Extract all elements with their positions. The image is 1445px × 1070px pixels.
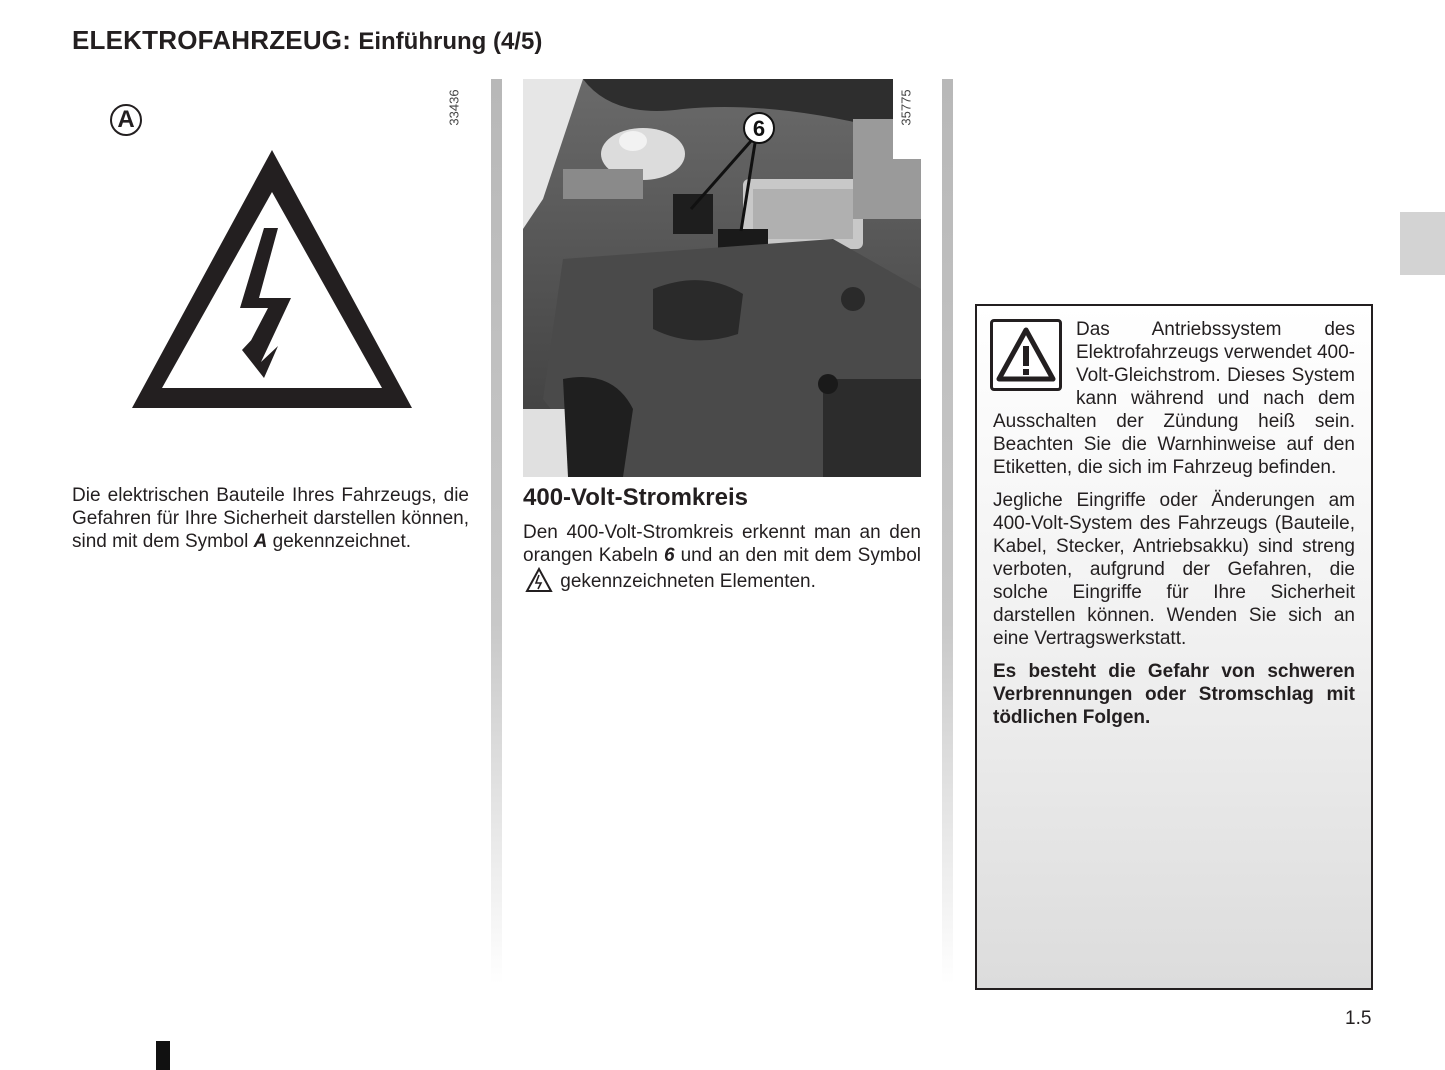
symbol-reference: A [253,531,268,552]
page-number: 1.5 [1345,1008,1372,1029]
figure-label-a: A [110,104,142,136]
warning-box [975,304,1373,990]
crop-mark [156,1041,170,1070]
callout-6: 6 [752,116,766,141]
column1-text-end: gekennzeichnet. [267,531,412,552]
engine-bay-photo [523,79,921,477]
warning-paragraph-1: Das Antriebssystem des Elektrofahrzeugs verwendet 400-Volt-Gleichstrom. Dieses System kann während und nach dem Ausschalten der Zündung heiß sein. Beachten Sie die Warnhinweise auf den Etiketten, die sich im Fahrzeug befinden. [993,319,1355,478]
figure-ref-number: 33436 [446,89,462,126]
title-main: ELEKTROFAHRZEUG: [72,25,352,55]
column1-paragraph [72,484,469,553]
cable-number: 6 [663,545,675,566]
chapter-tab [1400,212,1445,275]
column2-text-start: Den 400-Volt-Stromkreis erkennt man an den orangen Kabeln [523,522,921,566]
section-heading: 400-Volt-Stromkreis [523,484,748,511]
page-title [72,24,542,58]
inline-high-voltage-icon [525,567,553,593]
warning-exclamation-icon [990,319,1062,391]
warning-paragraph-2: Jegliche Eingriffe oder Änderungen am 400-Volt-System des Fahrzeugs (Bauteile, Kabel, Stecker, Antriebsakku) sind streng verboten, aufgrund der Gefahren, die solche Eingriffe für Ihre Sicherheit darstellen können. Wenden Sie sich an eine Vertragswerkstatt. [993,490,1355,649]
column2-paragraph [523,521,921,593]
photo-ref-number: 35775 [898,89,914,126]
column2-text-mid: und an den mit dem Symbol [674,545,921,566]
title-sub: Einführung (4/5) [358,28,543,55]
warning-paragraph-bold: Es besteht die Gefahr von schweren Verbrennungen oder Stromschlag mit tödlichen Folgen. [993,661,1355,728]
column2-text-end: gekennzeichneten Elementen. [555,571,816,592]
column1-text-start: Die elektrischen Bauteile Ihres Fahrzeugs, die Gefahren für Ihre Sicherheit darstellen können, sind mit dem Symbol [72,485,469,552]
high-voltage-warning-icon [128,146,416,410]
column-divider-right [942,79,953,984]
column-divider-left [491,79,502,984]
